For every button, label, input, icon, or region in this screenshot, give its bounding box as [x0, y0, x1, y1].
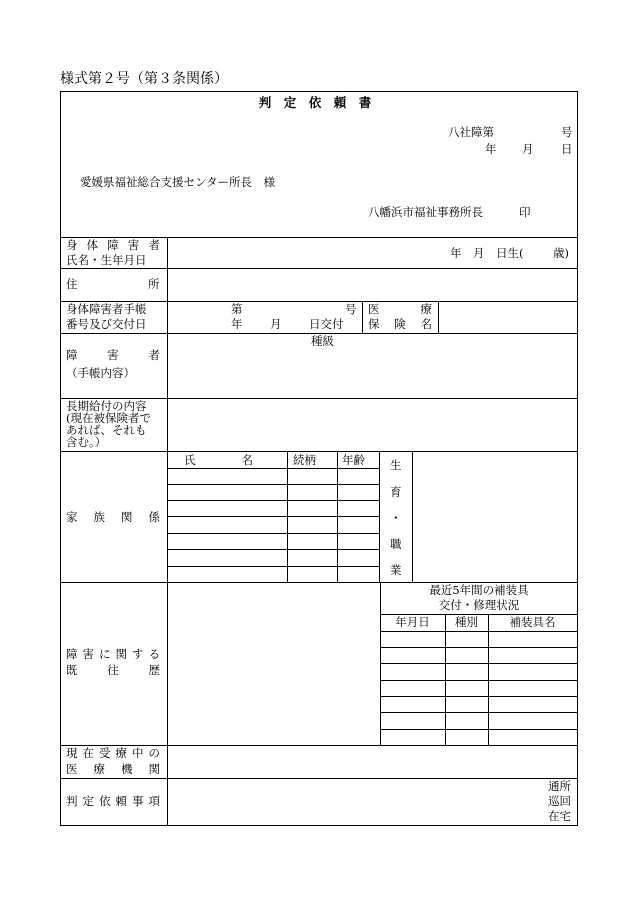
- medical-label-line2: 医療機関: [66, 762, 160, 776]
- disability-label-line1: 障害者: [66, 348, 160, 362]
- request-label: 判定依頼事項: [66, 794, 160, 808]
- request-option-1: 通所: [548, 779, 571, 793]
- insurance-label-line2: 保険名: [368, 317, 432, 331]
- history-label-line2: 既往歴: [66, 663, 160, 677]
- request-option-3: 在宅: [548, 809, 571, 823]
- family-side-3: ・: [390, 511, 402, 525]
- family-col-name: 氏 名: [184, 453, 253, 467]
- age-text: 歳): [553, 246, 569, 260]
- seal-mark: 印: [519, 205, 531, 219]
- family-col-relation: 続柄: [293, 453, 316, 467]
- aids-col-device: 補装具名: [509, 615, 556, 629]
- date-day: 日: [561, 142, 573, 156]
- address-label-b: 所: [148, 277, 160, 291]
- family-col-age: 年齢: [342, 453, 365, 467]
- birth-date-text: 年 月 日生(: [450, 246, 524, 260]
- form-id: 様式第２号（第３条関係）: [60, 71, 228, 87]
- family-label: 家族関係: [66, 510, 160, 524]
- aids-title-line2: 交付・修理状況: [438, 598, 520, 612]
- name-label-line2: 氏名・生年月日: [66, 253, 147, 267]
- medical-label-line1: 現在受療中の: [66, 746, 160, 760]
- aids-col-type: 種別: [455, 615, 478, 629]
- handbook-label-line2: 番号及び交付日: [66, 317, 147, 331]
- family-side-2: 育: [390, 485, 402, 499]
- date-year: 年: [485, 142, 497, 156]
- addressee: 愛媛県福祉総合支援センター所長 様: [80, 175, 276, 189]
- handbook-date-year: 年: [231, 317, 243, 331]
- pension-label-line4: 含む。）: [66, 435, 107, 449]
- doc-number-suffix: 号: [561, 125, 573, 139]
- doc-number-prefix: 八社障第: [448, 125, 494, 139]
- pension-label-line3: あれば、それも: [66, 423, 147, 437]
- disability-grade-label: 種級: [311, 334, 334, 348]
- address-label-a: 住: [66, 277, 78, 291]
- handbook-label-line1: 身体障害者手帳: [66, 302, 147, 316]
- handbook-number-suffix: 号: [345, 302, 357, 316]
- family-side-4: 職: [390, 537, 402, 551]
- document-title: 判 定 依 頼 書: [258, 95, 372, 110]
- aids-col-date: 年月日: [395, 615, 430, 629]
- disability-label-line2: （手帳内容）: [66, 366, 135, 380]
- family-side-5: 業: [390, 563, 402, 577]
- handbook-issue-date: 日交付: [309, 317, 344, 331]
- name-label-line1: 身体障害者: [66, 238, 160, 252]
- handbook-number-prefix: 第: [231, 302, 243, 316]
- aids-title-line1: 最近5年間の補装具: [429, 583, 529, 597]
- family-side-1: 生: [390, 458, 402, 472]
- pension-label-line2: (現在被保険者で: [66, 411, 151, 425]
- history-label-line1: 障害に関する: [66, 647, 160, 661]
- sender: 八幡浜市福祉事務所長: [368, 205, 483, 219]
- date-month: 月: [522, 142, 534, 156]
- handbook-date-month: 月: [270, 317, 282, 331]
- pension-label-line1: 長期給付の内容: [66, 399, 147, 413]
- request-option-2: 巡回: [548, 794, 571, 808]
- insurance-label-line1: 医 療: [368, 302, 432, 316]
